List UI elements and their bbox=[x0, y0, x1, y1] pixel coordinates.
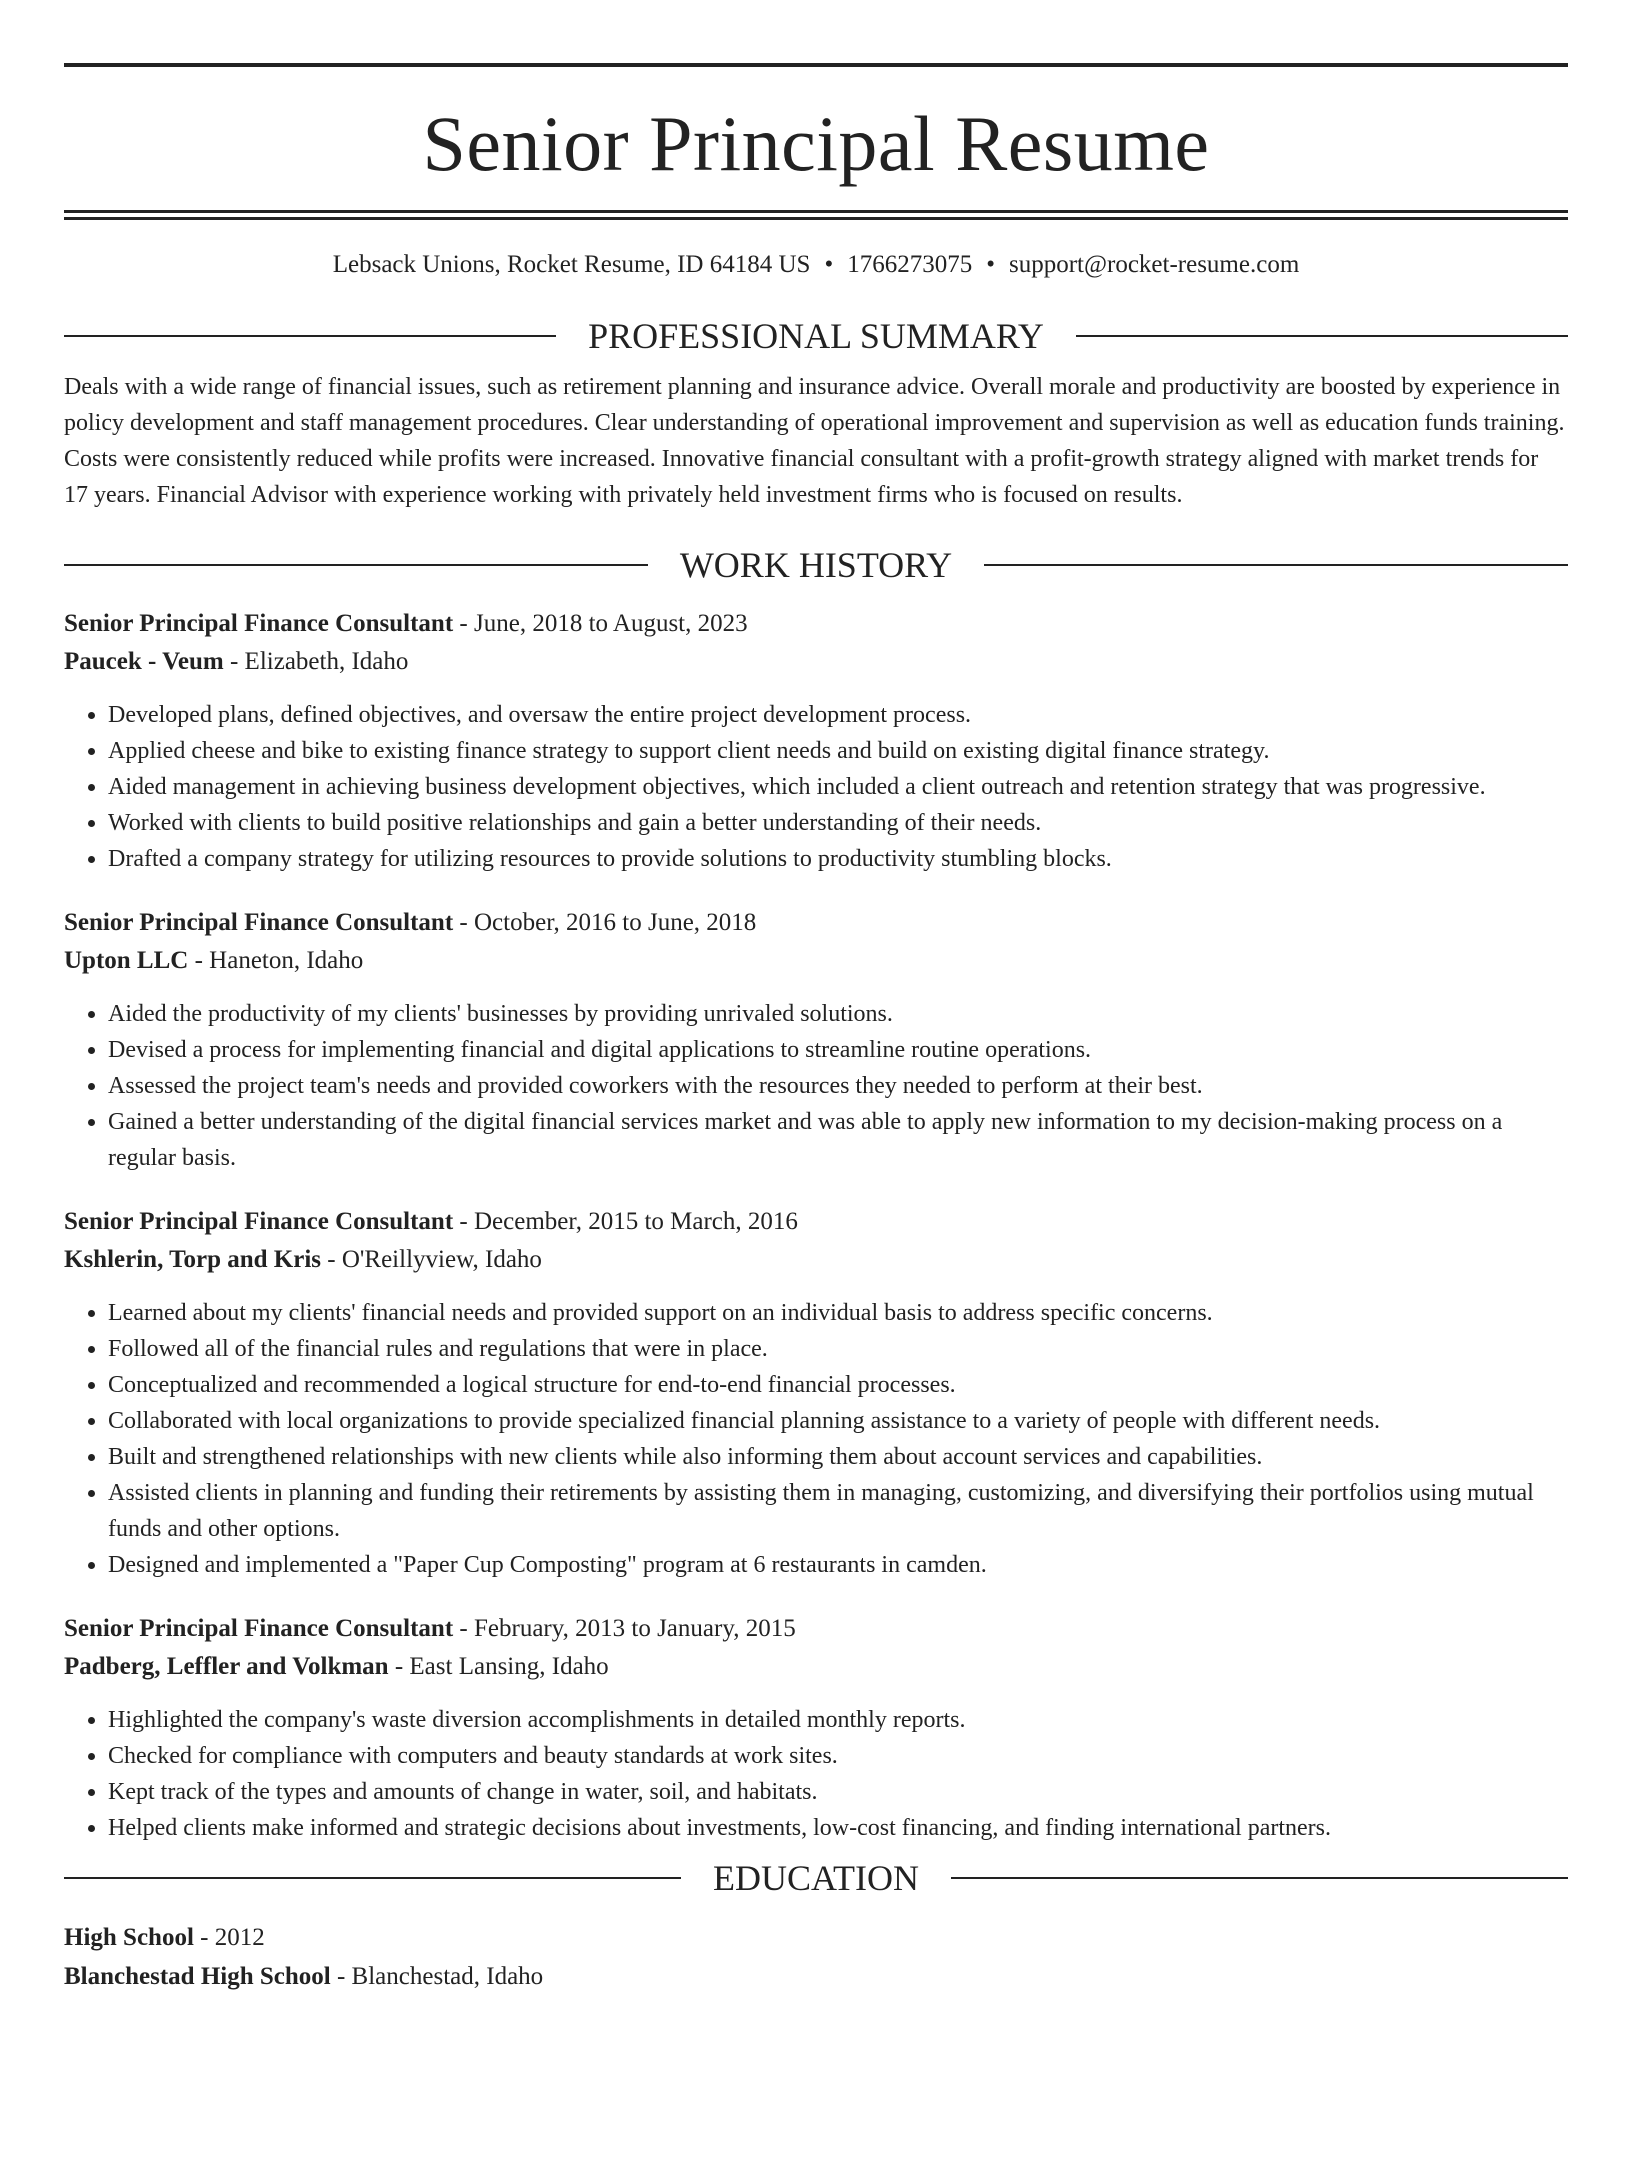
job-title-line bbox=[64, 605, 1568, 643]
job-dates: - June, 2018 to August, 2023 bbox=[453, 610, 748, 637]
job-title: Senior Principal Finance Consultant bbox=[64, 610, 454, 637]
summary-text: Deals with a wide range of financial issues, such as retirement planning and insurance advice. Overall morale and productivity are boosted by experience in policy development and staff management procedures. Clear understanding of operational improvement and supervision as well as education funds training. Costs were consistently reduced while profits were increased. Innovative financial consultant with a profit-growth strategy aligned with market trends for 17 years. Financial Advisor with experience working with privately held investment firms who is focused on results. bbox=[64, 374, 1565, 508]
job-bullet: • Worked with clients to build positive relationships and gain a better understanding of their needs. bbox=[108, 805, 1568, 841]
job-bullets bbox=[64, 1702, 1568, 1846]
education-entry bbox=[64, 1919, 1568, 1997]
job-bullet: • Followed all of the financial rules and regulations that were in place. bbox=[108, 1331, 1568, 1367]
job-company-line bbox=[64, 942, 1568, 980]
job-location: - Haneton, Idaho bbox=[188, 947, 364, 974]
job-company: Padberg, Leffler and Volkman bbox=[64, 1653, 389, 1680]
job-entry bbox=[64, 1203, 1568, 1583]
job-bullets bbox=[64, 1295, 1568, 1583]
job-bullet: • Aided management in achieving business development objectives, which included a client outreach and retention strategy that was progressive. bbox=[108, 769, 1568, 805]
education-location: - Blanchestad, Idaho bbox=[330, 1963, 544, 1990]
education-heading-label: EDUCATION bbox=[713, 1858, 919, 1898]
job-bullet: • Drafted a company strategy for utilizing resources to provide solutions to productivity stumbling blocks. bbox=[108, 841, 1568, 877]
job-dates: - December, 2015 to March, 2016 bbox=[453, 1208, 798, 1235]
job-title-line bbox=[64, 1610, 1568, 1648]
job-dates: - October, 2016 to June, 2018 bbox=[453, 909, 757, 936]
education-school-line bbox=[64, 1957, 1568, 1997]
job-bullet: • Checked for compliance with computers and beauty standards at work sites. bbox=[108, 1738, 1568, 1774]
job-title: Senior Principal Finance Consultant bbox=[64, 1208, 454, 1235]
title-double-rule bbox=[64, 210, 1568, 220]
resume-page bbox=[64, 63, 1568, 1997]
job-bullet: • Devised a process for implementing financial and digital applications to streamline routine operations. bbox=[108, 1032, 1568, 1068]
contact-separator: • bbox=[986, 251, 995, 278]
work-history-list bbox=[64, 605, 1568, 1846]
job-bullet: • Helped clients make informed and strategic decisions about investments, low-cost financing, and finding international partners. bbox=[108, 1810, 1568, 1846]
job-bullet: • Kept track of the types and amounts of change in water, soil, and habitats. bbox=[108, 1774, 1568, 1810]
job-bullets bbox=[64, 996, 1568, 1176]
job-bullet: • Highlighted the company's waste diversion accomplishments in detailed monthly reports. bbox=[108, 1702, 1568, 1738]
heading-rule bbox=[64, 1877, 681, 1879]
heading-rule bbox=[64, 564, 648, 566]
job-location: - East Lansing, Idaho bbox=[388, 1653, 609, 1680]
job-title: Senior Principal Finance Consultant bbox=[64, 1615, 454, 1642]
education-degree-line bbox=[64, 1919, 1568, 1957]
job-company: Kshlerin, Torp and Kris bbox=[64, 1246, 322, 1273]
job-bullet: • Applied cheese and bike to existing finance strategy to support client needs and build on existing digital finance strategy. bbox=[108, 733, 1568, 769]
top-rule bbox=[64, 63, 1568, 67]
job-entry bbox=[64, 605, 1568, 877]
education-degree: High School bbox=[64, 1924, 194, 1951]
job-entry bbox=[64, 904, 1568, 1176]
job-bullet: • Built and strengthened relationships with new clients while also informing them about account services and capabilities. bbox=[108, 1439, 1568, 1475]
work-history-heading bbox=[64, 545, 1568, 585]
job-location: - O'Reillyview, Idaho bbox=[321, 1246, 542, 1273]
education-heading bbox=[64, 1858, 1568, 1898]
job-company-line bbox=[64, 1648, 1568, 1686]
contact-address: Lebsack Unions, Rocket Resume, ID 64184 US bbox=[332, 251, 811, 278]
education-year: - 2012 bbox=[193, 1924, 265, 1951]
job-bullets bbox=[64, 697, 1568, 877]
job-company-line bbox=[64, 1241, 1568, 1279]
job-entry bbox=[64, 1610, 1568, 1846]
heading-rule bbox=[951, 1877, 1568, 1879]
heading-rule bbox=[64, 335, 556, 337]
job-dates: - February, 2013 to January, 2015 bbox=[453, 1615, 796, 1642]
education-school: Blanchestad High School bbox=[64, 1963, 331, 1990]
heading-rule bbox=[1076, 335, 1568, 337]
job-bullet: • Designed and implemented a "Paper Cup Composting" program at 6 restaurants in camden. bbox=[108, 1547, 1568, 1583]
job-bullet: • Assessed the project team's needs and provided coworkers with the resources they needed to perform at their best. bbox=[108, 1068, 1568, 1104]
contact-email[interactable]: support@rocket-resume.com bbox=[1008, 251, 1300, 278]
job-bullet: • Conceptualized and recommended a logical structure for end-to-end financial processes. bbox=[108, 1367, 1568, 1403]
heading-rule bbox=[984, 564, 1568, 566]
job-bullet: • Aided the productivity of my clients' businesses by providing unrivaled solutions. bbox=[108, 996, 1568, 1032]
job-company: Upton LLC bbox=[64, 947, 189, 974]
job-title: Senior Principal Finance Consultant bbox=[64, 909, 454, 936]
summary-heading-label: PROFESSIONAL SUMMARY bbox=[588, 316, 1044, 356]
job-bullet: • Learned about my clients' financial needs and provided support on an individual basis to address specific concerns. bbox=[108, 1295, 1568, 1331]
job-title-line bbox=[64, 904, 1568, 942]
job-location: - Elizabeth, Idaho bbox=[223, 648, 409, 675]
work-history-heading-label: WORK HISTORY bbox=[679, 545, 953, 585]
job-bullet: • Developed plans, defined objectives, and oversaw the entire project development process. bbox=[108, 697, 1568, 733]
job-bullet: • Assisted clients in planning and funding their retirements by assisting them in managing, customizing, and diversifying their portfolios using mutual funds and other options. bbox=[108, 1475, 1568, 1547]
job-bullet: • Collaborated with local organizations to provide specialized financial planning assistance to a variety of people with different needs. bbox=[108, 1403, 1568, 1439]
summary-heading bbox=[64, 316, 1568, 356]
job-bullet: • Gained a better understanding of the digital financial services market and was able to apply new information to my decision-making process on a regular basis. bbox=[108, 1104, 1568, 1176]
contact-separator: • bbox=[824, 251, 834, 278]
page-title: Senior Principal Resume bbox=[422, 100, 1210, 187]
job-company: Paucek - Veum bbox=[64, 648, 224, 675]
contact-line bbox=[64, 250, 1568, 280]
job-company-line bbox=[64, 643, 1568, 681]
job-title-line bbox=[64, 1203, 1568, 1241]
contact-phone: 1766273075 bbox=[847, 251, 973, 278]
